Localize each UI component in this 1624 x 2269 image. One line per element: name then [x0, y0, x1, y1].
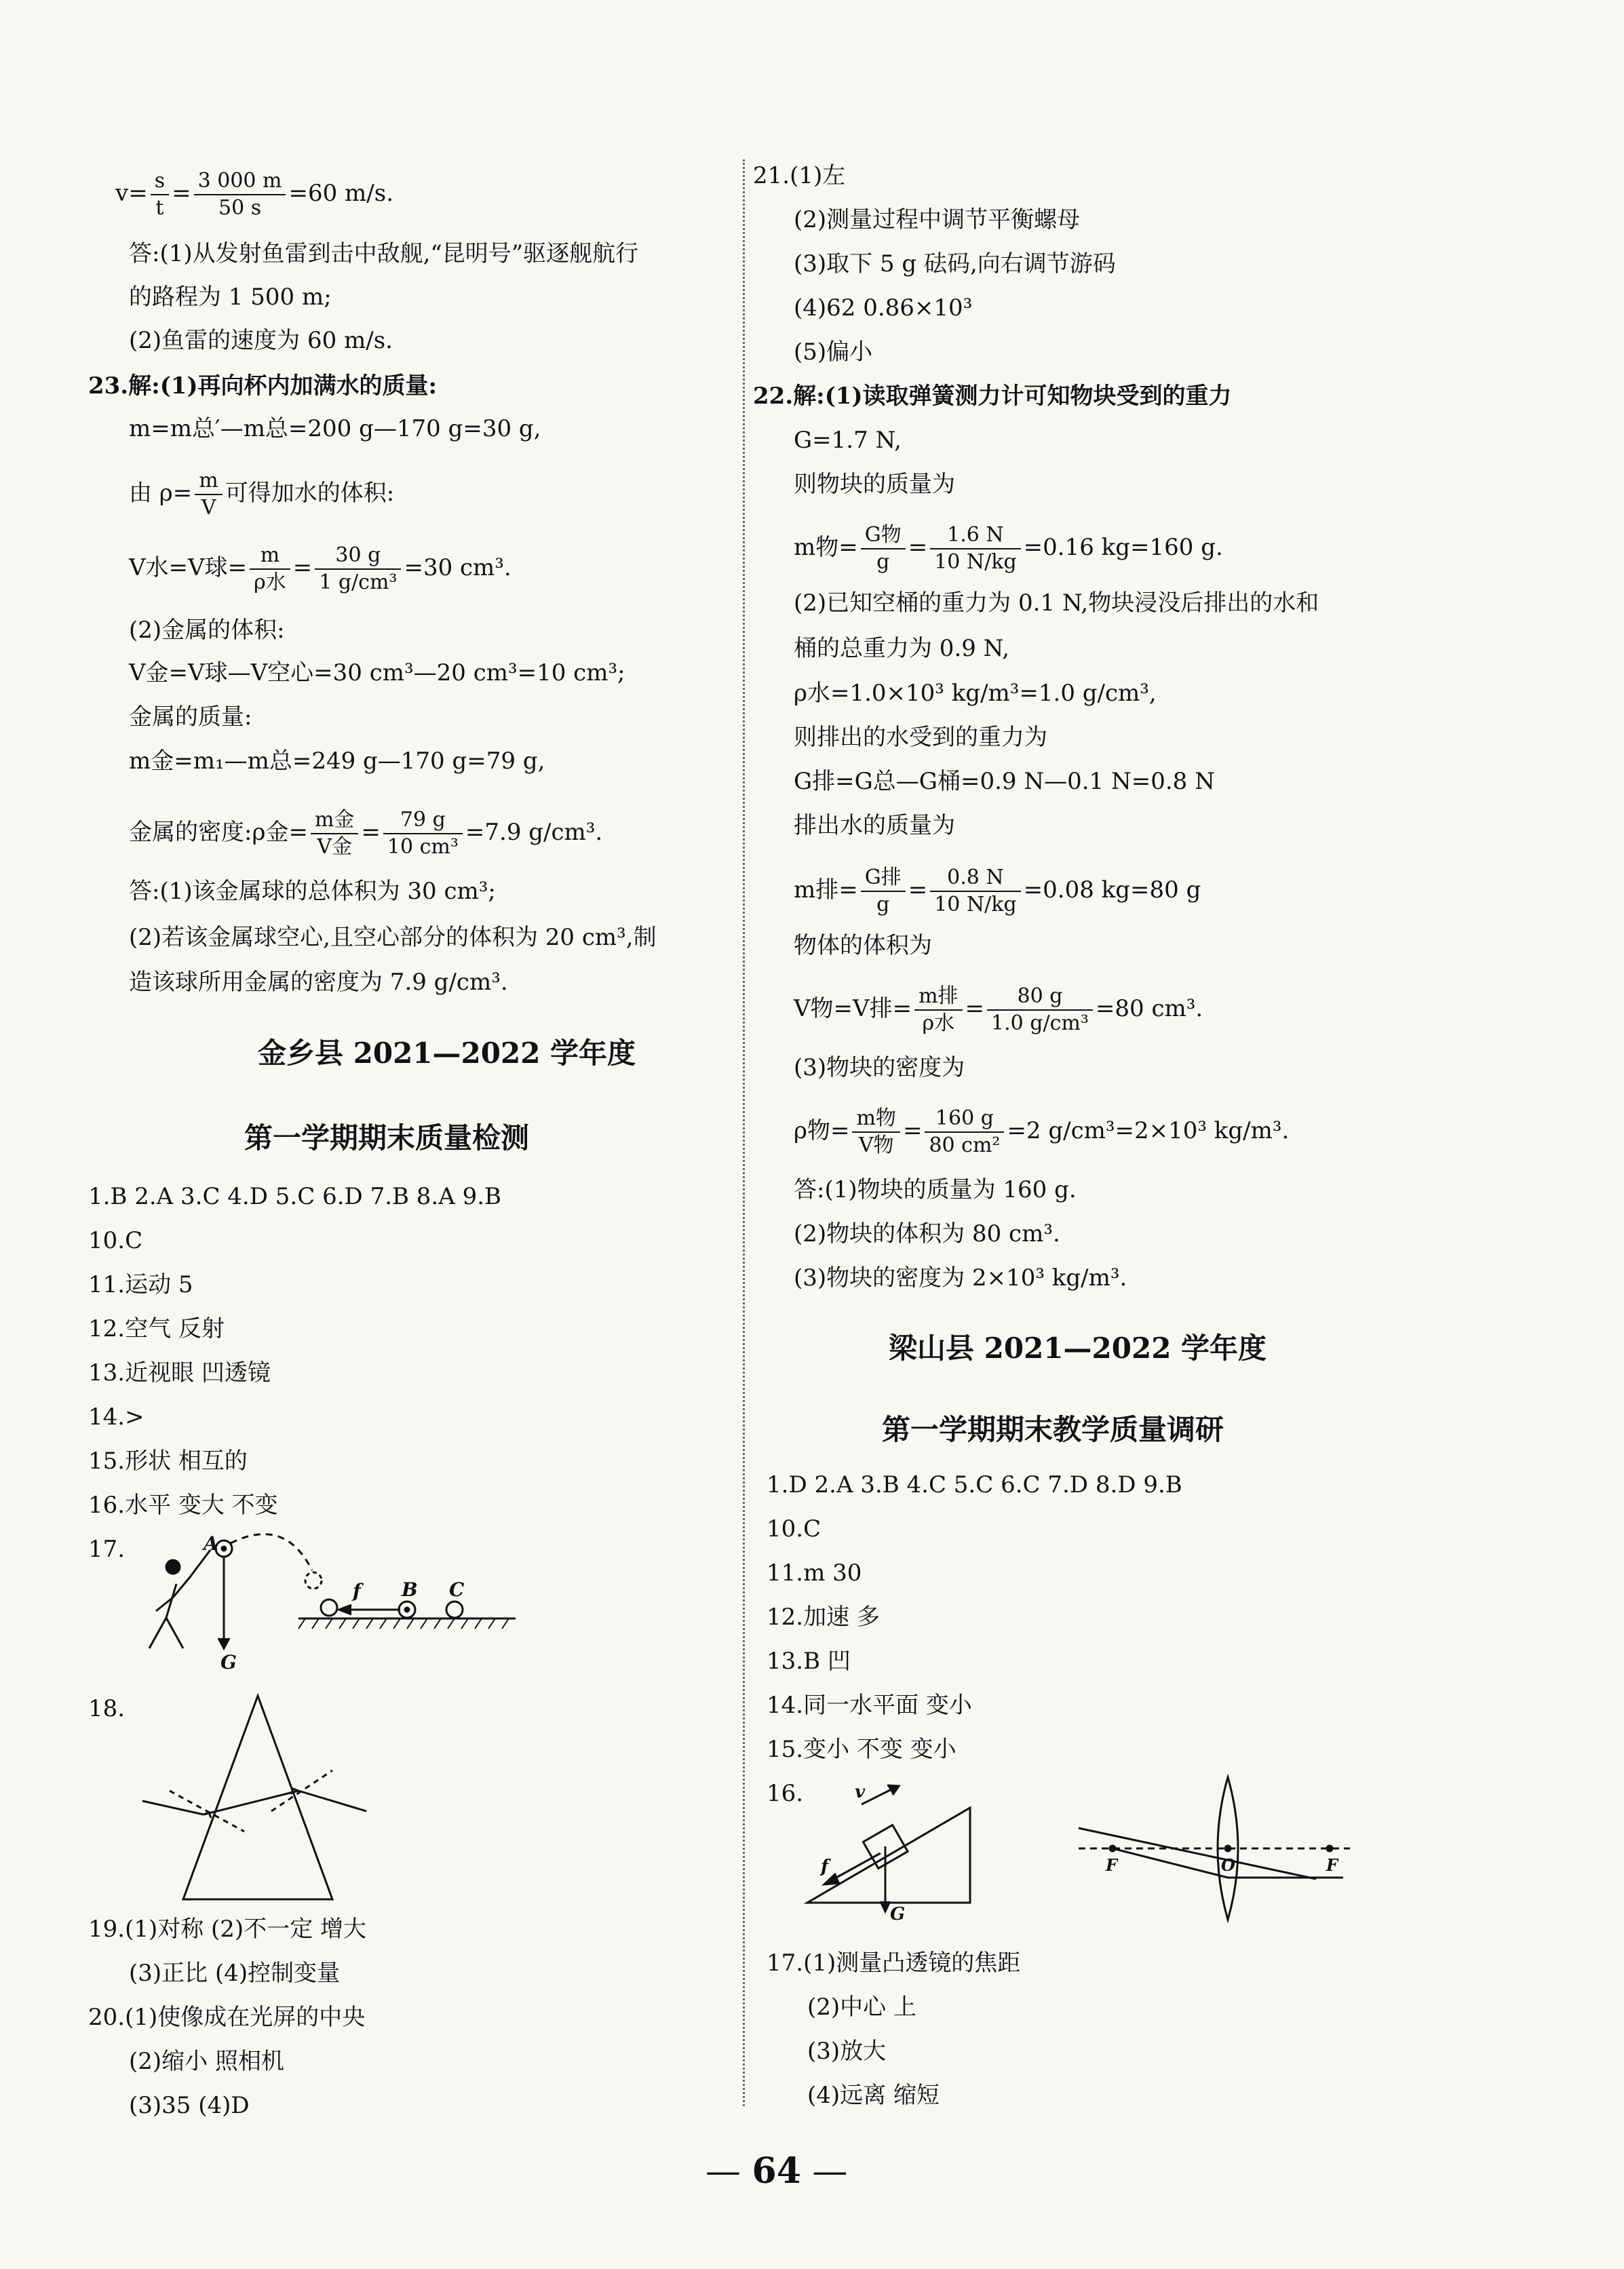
- fraction: [383, 807, 463, 860]
- answer-line: 12.空气 反射: [88, 1315, 225, 1342]
- numerator: 1.6 N: [930, 522, 1020, 549]
- fraction: [925, 1106, 1004, 1159]
- numerator: 3 000 m: [194, 168, 286, 195]
- answer-line: 答:(1)从发射鱼雷到击中敌舰,“昆明号”驱逐舰航行: [129, 240, 639, 267]
- numerator: 0.8 N: [930, 865, 1020, 892]
- text: =: [908, 534, 928, 561]
- denominator: V: [201, 496, 216, 520]
- denominator: 50 s: [218, 196, 262, 220]
- text: m物=: [794, 534, 858, 561]
- denominator: V物: [858, 1133, 894, 1157]
- answer-line: 15.形状 相互的: [88, 1448, 248, 1475]
- label-o: O: [1221, 1855, 1235, 1875]
- answer-line: 16.: [767, 1780, 804, 1807]
- text: =7.9 g/cm³.: [465, 819, 603, 846]
- answer-line: 14.同一水平面 变小: [767, 1692, 972, 1719]
- denominator: ρ水: [922, 1011, 955, 1035]
- text: =: [902, 1117, 923, 1144]
- ray-2: [1113, 1848, 1228, 1878]
- numerator: 30 g: [315, 543, 401, 570]
- numerator: 79 g: [383, 807, 463, 834]
- fraction: [861, 865, 906, 918]
- answer-line: (2)物块的体积为 80 cm³.: [794, 1220, 1060, 1247]
- numerator: 80 g: [987, 984, 1093, 1011]
- figure-16-incline: [800, 1777, 1004, 1926]
- text: ρ物=: [794, 1117, 850, 1144]
- figure-16-lens: [1072, 1770, 1357, 1926]
- question-22: 22.解:(1)读取弹簧测力计可知物块受到的重力: [753, 383, 1232, 410]
- denominator: ρ水: [254, 570, 286, 594]
- text: V水=V球=: [129, 554, 248, 581]
- section-heading: 第一学期期末质量检测: [244, 1121, 530, 1155]
- fraction: [311, 807, 358, 860]
- fraction: [250, 543, 290, 596]
- figure-18-prism: [136, 1689, 380, 1906]
- formula-line: 金属的质量:: [129, 703, 252, 731]
- page-number-value: 64: [752, 2150, 801, 2192]
- rho-intro: [129, 468, 394, 521]
- denominator: g: [876, 550, 890, 574]
- denominator: t: [155, 196, 164, 220]
- text: =0.16 kg=160 g.: [1023, 534, 1223, 561]
- answer-line: 16.水平 变大 不变: [88, 1492, 278, 1519]
- question-23: 23.解:(1)再向杯内加满水的质量:: [88, 372, 438, 400]
- fraction: [987, 984, 1093, 1036]
- answer-line: 答:(1)该金属球的总体积为 30 cm³;: [129, 878, 496, 905]
- numerator: G物: [861, 522, 906, 549]
- formula-line: ρ水=1.0×10³ kg/m³=1.0 g/cm³,: [794, 680, 1157, 707]
- answer-line: (3)放大: [807, 2038, 887, 2065]
- text: =: [965, 995, 985, 1022]
- formula-line: 则物块的质量为: [794, 471, 955, 498]
- formula-line: m金=m₁—m总=249 g—170 g=79 g,: [129, 748, 545, 775]
- label-c: C: [449, 1578, 465, 1601]
- label-a: A: [204, 1532, 218, 1555]
- text: =: [361, 819, 381, 846]
- answer-line: (3)正比 (4)控制变量: [129, 1960, 341, 1987]
- denominator: 1 g/cm³: [319, 570, 398, 594]
- answer-line: (2)已知空桶的重力为 0.1 N,物块浸没后排出的水和: [794, 589, 1319, 617]
- formula-line: G=1.7 N,: [794, 427, 902, 454]
- fraction: [914, 984, 962, 1036]
- volume-formula: [794, 984, 1203, 1036]
- answer-line: (4)62 0.86×10³: [794, 294, 973, 322]
- denominator: 10 N/kg: [934, 893, 1017, 916]
- formula-line: m=m总′—m总=200 g—170 g=30 g,: [129, 415, 541, 442]
- answer-line: 10.C: [88, 1227, 143, 1254]
- text: =2 g/cm³=2×10³ kg/m³.: [1007, 1117, 1290, 1144]
- text: =30 cm³.: [404, 554, 511, 581]
- label-f-left: F: [1106, 1855, 1118, 1875]
- density-formula: [794, 1106, 1289, 1159]
- label-g: G: [890, 1904, 906, 1924]
- text: =80 cm³.: [1095, 995, 1203, 1022]
- mass-formula: [794, 522, 1223, 575]
- answer-line: 12.加速 多: [767, 1604, 880, 1631]
- answer-line: (2)中心 上: [807, 1994, 916, 2021]
- answer-line: 13.近视眼 凹透镜: [88, 1359, 271, 1386]
- text: 由 ρ=: [129, 480, 193, 507]
- label-v: v: [855, 1782, 866, 1802]
- fraction: [852, 1106, 900, 1159]
- text: =: [292, 554, 313, 581]
- answer-line: 15.变小 不变 变小: [767, 1736, 956, 1763]
- denominator: g: [876, 893, 890, 916]
- numerator: m: [250, 543, 290, 570]
- page-number: [705, 2150, 847, 2192]
- answer-line: (2)若该金属球空心,且空心部分的体积为 20 cm³,制: [129, 924, 657, 951]
- answer-line: 的路程为 1 500 m;: [129, 284, 332, 311]
- fraction: [151, 168, 169, 221]
- answer-line: 答:(1)物块的质量为 160 g.: [794, 1176, 1077, 1203]
- text: =: [908, 876, 928, 904]
- answer-line: (2)测量过程中调节平衡螺母: [794, 206, 1081, 233]
- denominator: 1.0 g/cm³: [991, 1011, 1089, 1035]
- formula-line: (3)物块的密度为: [794, 1054, 965, 1081]
- figure-head: [166, 1560, 180, 1574]
- dash: —: [705, 2151, 752, 2192]
- answer-line: 19.(1)对称 (2)不一定 增大: [88, 1916, 367, 1943]
- answer-line: (3)35 (4)D: [129, 2092, 250, 2119]
- answer-line: (4)远离 缩短: [807, 2082, 940, 2109]
- denominator: 10 N/kg: [934, 550, 1017, 574]
- answer-line: 10.C: [767, 1515, 821, 1543]
- text: v=: [115, 180, 148, 207]
- denominator: 10 cm³: [387, 835, 459, 859]
- label-g: G: [220, 1651, 237, 1672]
- numerator: m排: [914, 984, 962, 1011]
- formula-line: V金=V球—V空心=30 cm³—20 cm³=10 cm³;: [129, 659, 625, 686]
- formula-line: (2)金属的体积:: [129, 617, 285, 644]
- dash: —: [800, 2151, 848, 2192]
- answer-line: 17.(1)测量凸透镜的焦距: [767, 1950, 1021, 1977]
- fraction: [195, 468, 222, 521]
- numerator: s: [151, 168, 169, 195]
- formula-line: G排=G总—G桶=0.9 N—0.1 N=0.8 N: [794, 768, 1215, 795]
- answer-line: 20.(1)使像成在光屏的中央: [88, 2004, 366, 2031]
- numerator: G排: [861, 865, 906, 892]
- label-f: f: [353, 1580, 362, 1602]
- text: 可得加水的体积:: [225, 480, 395, 507]
- formula-line: 排出水的质量为: [794, 812, 955, 839]
- exit-ray: [298, 1791, 366, 1811]
- answer-line: 桶的总重力为 0.9 N,: [794, 635, 1010, 662]
- denominator: V金: [317, 835, 352, 859]
- mc-answers: 1.D 2.A 3.B 4.C 5.C 6.C 7.D 8.D 9.B: [767, 1471, 1182, 1498]
- text: =60 m/s.: [288, 180, 393, 207]
- answer-line: 17.: [88, 1536, 125, 1563]
- v-formula: [115, 168, 393, 221]
- answer-line: 18.: [88, 1695, 125, 1722]
- fraction: [930, 865, 1020, 918]
- answer-line: 11.运动 5: [88, 1271, 193, 1298]
- numerator: 160 g: [925, 1106, 1004, 1133]
- answer-line: (5)偏小: [794, 338, 873, 366]
- trajectory: [231, 1534, 312, 1570]
- label-b: B: [402, 1578, 418, 1601]
- incline: [807, 1808, 970, 1903]
- section-heading: 金乡县 2021—2022 学年度: [258, 1036, 636, 1070]
- fraction: [194, 168, 286, 221]
- text: =0.08 kg=80 g: [1023, 876, 1201, 904]
- numerator: m金: [311, 807, 358, 834]
- fraction: [315, 543, 401, 596]
- incident-ray: [142, 1801, 204, 1815]
- numerator: m物: [852, 1106, 900, 1133]
- text: m排=: [794, 876, 858, 904]
- denominator: 80 cm²: [929, 1133, 1001, 1157]
- text: V物=V排=: [794, 995, 912, 1022]
- answer-line: (2)缩小 照相机: [129, 2048, 284, 2075]
- fraction: [861, 522, 906, 575]
- answer-line: (3)物块的密度为 2×10³ kg/m³.: [794, 1264, 1127, 1292]
- answer-line: 11.m 30: [767, 1559, 862, 1587]
- answer-line: (3)取下 5 g 砝码,向右调节游码: [794, 250, 1116, 277]
- figure-17-thrower: [136, 1530, 516, 1672]
- answer-line: 14.>: [88, 1403, 144, 1431]
- label-f-right: F: [1326, 1855, 1338, 1875]
- formula-line: 则排出的水受到的重力为: [794, 724, 1047, 751]
- label-f: f: [821, 1857, 829, 1877]
- prism: [183, 1696, 332, 1899]
- formula-line: 物体的体积为: [794, 932, 932, 959]
- text: =: [172, 180, 191, 207]
- answer-line: 造该球所用金属的密度为 7.9 g/cm³.: [129, 969, 508, 996]
- section-heading: 第一学期期末教学质量调研: [882, 1413, 1224, 1446]
- answer-line: 21.(1)左: [753, 162, 846, 189]
- section-heading: 梁山县 2021—2022 学年度: [889, 1332, 1267, 1365]
- metal-density-formula: [129, 807, 602, 860]
- fraction: [930, 522, 1020, 575]
- column-divider: [743, 159, 745, 2106]
- v-water-formula: [129, 543, 511, 596]
- numerator: m: [195, 468, 222, 495]
- answer-line: (2)鱼雷的速度为 60 m/s.: [129, 327, 393, 354]
- text: 金属的密度:ρ金=: [129, 819, 308, 846]
- mc-answers: 1.B 2.A 3.C 4.D 5.C 6.D 7.B 8.A 9.B: [88, 1183, 502, 1210]
- answer-line: 13.B 凹: [767, 1648, 851, 1675]
- m-pai-formula: [794, 865, 1201, 918]
